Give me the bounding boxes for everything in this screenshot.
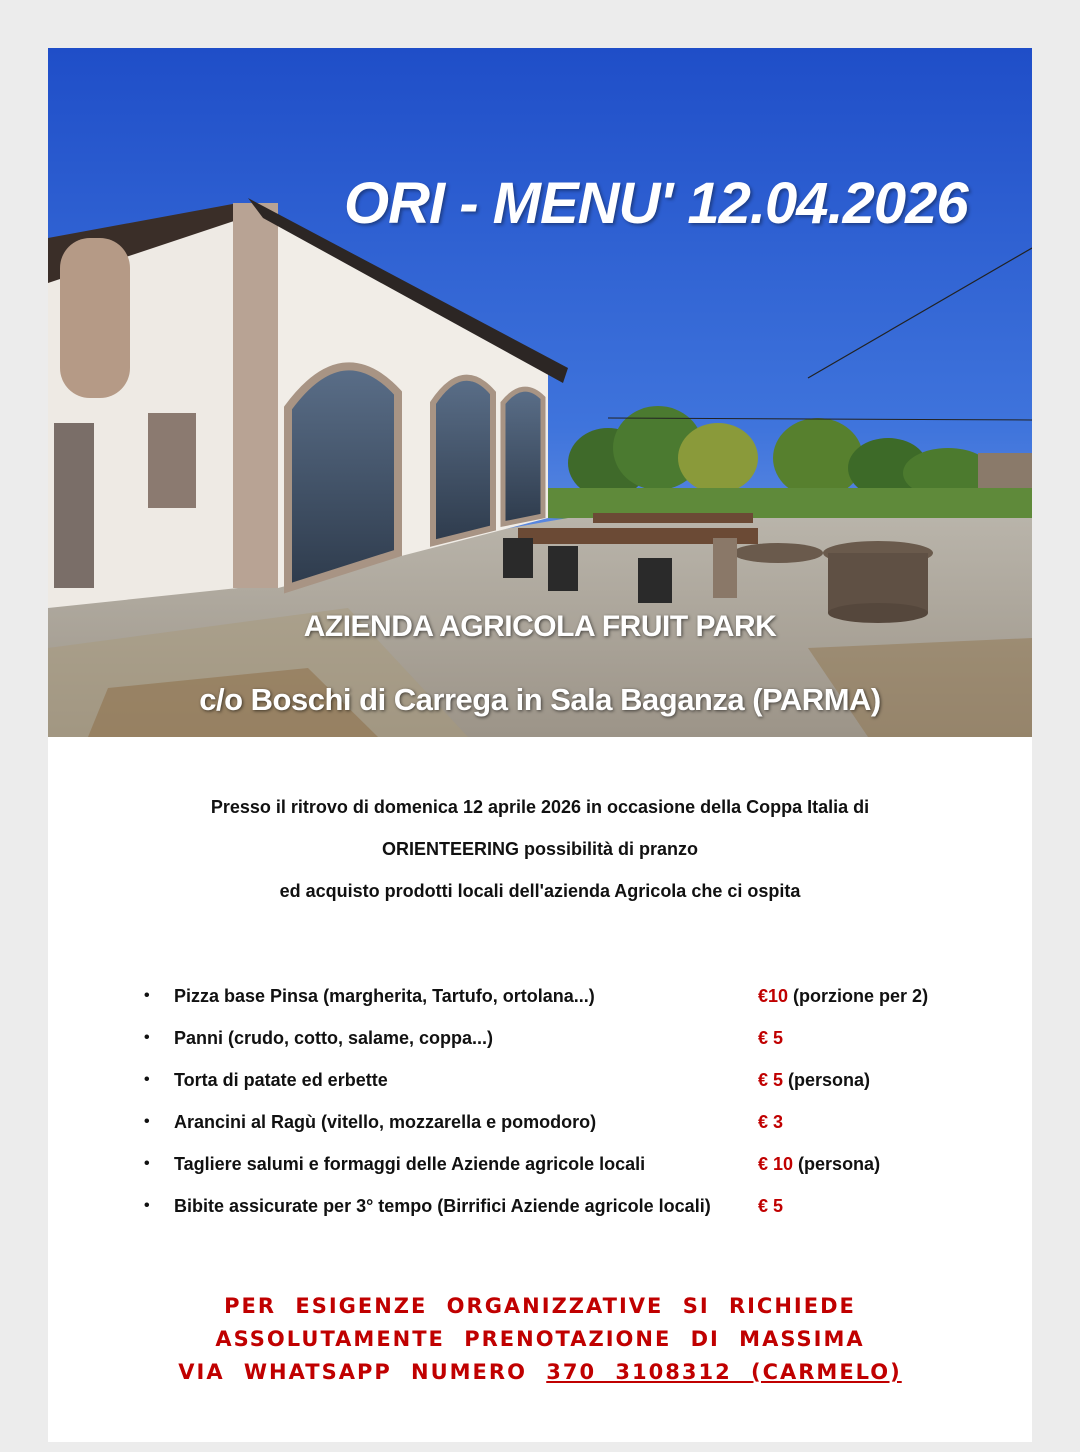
item-price xyxy=(758,1101,783,1143)
farm-name: AZIENDA AGRICOLA FRUIT PARK xyxy=(303,610,777,643)
list-item xyxy=(138,1059,998,1101)
item-price xyxy=(758,1185,783,1227)
item-name: Tagliere salumi e formaggi delle Aziende agricole locali xyxy=(174,1154,646,1174)
price-value: € 3 xyxy=(758,1112,784,1132)
list-item xyxy=(138,1017,998,1059)
list-item xyxy=(138,1101,998,1143)
item-name: Arancini al Ragù (vitello, mozzarella e pomodoro) xyxy=(174,1112,597,1132)
price-value: € 5 xyxy=(758,1196,784,1216)
bullet-icon: • xyxy=(144,1113,150,1130)
price-value: € 5 xyxy=(758,1070,784,1090)
bullet-icon: • xyxy=(144,1155,150,1172)
intro-line: Presso il ritrovo di domenica 12 aprile 2026 in occasione della Coppa Italia di xyxy=(210,797,870,817)
bullet-icon: • xyxy=(144,1071,150,1088)
notice-line: PER ESIGENZE ORGANIZZATIVE SI RICHIEDE xyxy=(224,1294,856,1318)
item-price xyxy=(758,975,928,1017)
bullet-icon: • xyxy=(144,1029,150,1046)
menu-list xyxy=(138,975,998,1227)
price-value: €10 xyxy=(758,986,789,1006)
price-value: € 5 xyxy=(758,1028,784,1048)
notice-line: ASSOLUTAMENTE PRENOTAZIONE DI MASSIMA xyxy=(215,1327,865,1351)
hero-photo xyxy=(48,48,1032,737)
farm-location: c/o Boschi di Carrega in Sala Baganza (PARMA) xyxy=(199,682,881,717)
list-item xyxy=(138,1143,998,1185)
price-note: (persona) xyxy=(783,1070,871,1090)
item-price xyxy=(758,1059,870,1101)
bullet-icon: • xyxy=(144,1197,150,1214)
intro-line: ed acquisto prodotti locali dell'azienda Agricola che ci ospita xyxy=(279,881,801,901)
notice-line xyxy=(48,1356,1032,1389)
menu-title: ORI - MENU' 12.04.2026 xyxy=(344,171,968,236)
reservation-notice xyxy=(48,1290,1032,1389)
item-name: Panni (crudo, cotto, salame, coppa...) xyxy=(174,1028,494,1048)
item-name: Bibite assicurate per 3° tempo (Birrifici Aziende agricole locali) xyxy=(174,1196,711,1216)
notice-prefix: VIA WHATSAPP NUMERO xyxy=(178,1360,547,1384)
list-item xyxy=(138,975,998,1017)
intro-text xyxy=(48,786,1032,912)
price-value: € 10 xyxy=(758,1154,794,1174)
whatsapp-phone-link[interactable]: 370 3108312 (CARMELO) xyxy=(546,1360,902,1384)
bullet-icon: • xyxy=(144,987,150,1004)
menu-sheet xyxy=(48,48,1032,1442)
item-name: Torta di patate ed erbette xyxy=(174,1070,388,1090)
item-price xyxy=(758,1017,783,1059)
list-item xyxy=(138,1185,998,1227)
intro-line: ORIENTEERING possibilità di pranzo xyxy=(381,839,699,859)
price-note: (persona) xyxy=(793,1154,881,1174)
price-note: (porzione per 2) xyxy=(788,986,929,1006)
item-name: Pizza base Pinsa (margherita, Tartufo, ortolana...) xyxy=(174,986,595,1006)
item-price xyxy=(758,1143,880,1185)
